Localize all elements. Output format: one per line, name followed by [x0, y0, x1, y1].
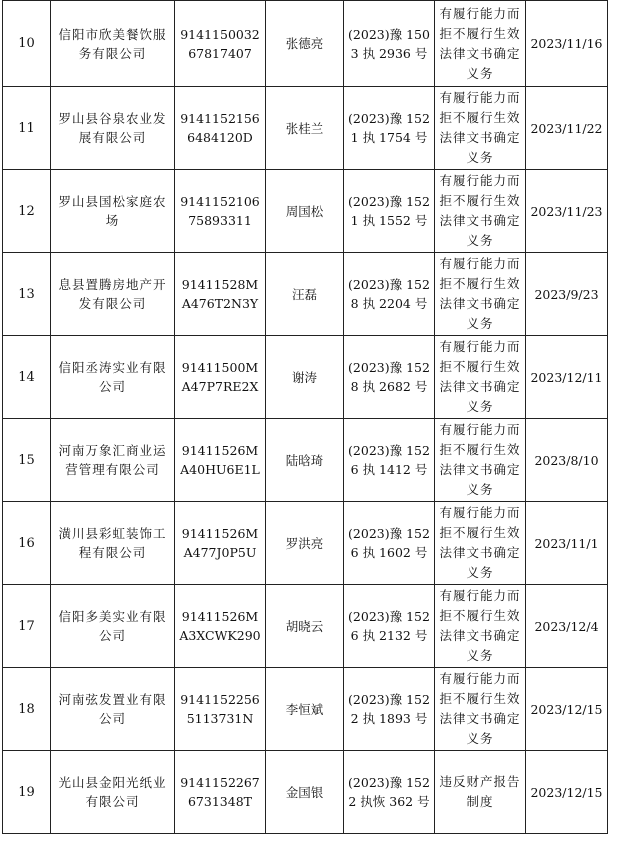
legal-representative: 李恒斌: [266, 668, 344, 751]
publish-date: 2023/9/23: [526, 253, 608, 336]
row-number: 10: [3, 1, 51, 87]
table-row: [3, 751, 608, 834]
case-number: (2023)豫 1526 执 1602 号: [344, 502, 435, 585]
table-row: [3, 336, 608, 419]
case-number: (2023)豫 1528 执 2204 号: [344, 253, 435, 336]
dishonesty-reason: 有履行能力而拒不履行生效法律文书确定义务: [435, 253, 526, 336]
row-number: 16: [3, 502, 51, 585]
dishonesty-reason: 有履行能力而拒不履行生效法律文书确定义务: [435, 585, 526, 668]
credit-code: 91411526MA40HU6E1L: [175, 419, 266, 502]
publish-date: 2023/8/10: [526, 419, 608, 502]
publish-date: 2023/11/23: [526, 170, 608, 253]
table-row: [3, 87, 608, 170]
legal-representative: 胡晓云: [266, 585, 344, 668]
legal-representative: 谢涛: [266, 336, 344, 419]
case-number: (2023)豫 1521 执 1754 号: [344, 87, 435, 170]
row-number: 14: [3, 336, 51, 419]
dishonesty-reason: 有履行能力而拒不履行生效法律文书确定义务: [435, 336, 526, 419]
company-name: 信阳多美实业有限公司: [51, 585, 175, 668]
table-row: [3, 253, 608, 336]
company-name: 潢川县彩虹装饰工程有限公司: [51, 502, 175, 585]
legal-representative: 金国银: [266, 751, 344, 834]
publish-date: 2023/12/11: [526, 336, 608, 419]
company-name: 光山县金阳光纸业有限公司: [51, 751, 175, 834]
publish-date: 2023/12/4: [526, 585, 608, 668]
credit-code: 914115003267817407: [175, 1, 266, 87]
credit-code: 91411526MA477J0P5U: [175, 502, 266, 585]
row-number: 13: [3, 253, 51, 336]
row-number: 17: [3, 585, 51, 668]
credit-code: 91411500MA47P7RE2X: [175, 336, 266, 419]
table-row: [3, 668, 608, 751]
row-number: 11: [3, 87, 51, 170]
case-number: (2023)豫 1522 执恢 362 号: [344, 751, 435, 834]
dishonesty-reason: 违反财产报告制度: [435, 751, 526, 834]
legal-representative: 张德亮: [266, 1, 344, 87]
row-number: 15: [3, 419, 51, 502]
table-row: [3, 170, 608, 253]
case-number: (2023)豫 1521 执 1552 号: [344, 170, 435, 253]
row-number: 18: [3, 668, 51, 751]
enforcement-list-table: [2, 0, 608, 834]
legal-representative: 张桂兰: [266, 87, 344, 170]
credit-code: 91411528MA476T2N3Y: [175, 253, 266, 336]
publish-date: 2023/11/1: [526, 502, 608, 585]
row-number: 12: [3, 170, 51, 253]
legal-representative: 罗洪亮: [266, 502, 344, 585]
dishonesty-reason: 有履行能力而拒不履行生效法律文书确定义务: [435, 1, 526, 87]
company-name: 河南弦发置业有限公司: [51, 668, 175, 751]
credit-code: 91411521566484120D: [175, 87, 266, 170]
legal-representative: 汪磊: [266, 253, 344, 336]
case-number: (2023)豫 1528 执 2682 号: [344, 336, 435, 419]
case-number: (2023)豫 1526 执 2132 号: [344, 585, 435, 668]
table-row: [3, 585, 608, 668]
table-row: [3, 419, 608, 502]
credit-code: 91411526MA3XCWK290: [175, 585, 266, 668]
table-row: [3, 1, 608, 87]
row-number: 19: [3, 751, 51, 834]
case-number: (2023)豫 1522 执 1893 号: [344, 668, 435, 751]
company-name: 息县置腾房地产开发有限公司: [51, 253, 175, 336]
credit-code: 9141152106 75893311: [175, 170, 266, 253]
dishonesty-reason: 有履行能力而拒不履行生效法律文书确定义务: [435, 87, 526, 170]
company-name: 罗山县谷泉农业发展有限公司: [51, 87, 175, 170]
case-number: (2023)豫 1526 执 1412 号: [344, 419, 435, 502]
publish-date: 2023/11/16: [526, 1, 608, 87]
company-name: 信阳丞涛实业有限公司: [51, 336, 175, 419]
company-name: 河南万象汇商业运营管理有限公司: [51, 419, 175, 502]
publish-date: 2023/11/22: [526, 87, 608, 170]
dishonesty-reason: 有履行能力而拒不履行生效法律文书确定义务: [435, 668, 526, 751]
credit-code: 91411522676731348T: [175, 751, 266, 834]
dishonesty-reason: 有履行能力而拒不履行生效法律文书确定义务: [435, 419, 526, 502]
legal-representative: 陆晗琦: [266, 419, 344, 502]
dishonesty-reason: 有履行能力而拒不履行生效法律文书确定义务: [435, 170, 526, 253]
table-row: [3, 502, 608, 585]
legal-representative: 周国松: [266, 170, 344, 253]
publish-date: 2023/12/15: [526, 668, 608, 751]
company-name: 罗山县国松家庭农场: [51, 170, 175, 253]
credit-code: 91411522565113731N: [175, 668, 266, 751]
case-number: (2023)豫 1503 执 2936 号: [344, 1, 435, 87]
dishonesty-reason: 有履行能力而拒不履行生效法律文书确定义务: [435, 502, 526, 585]
publish-date: 2023/12/15: [526, 751, 608, 834]
company-name: 信阳市欣美餐饮服务有限公司: [51, 1, 175, 87]
